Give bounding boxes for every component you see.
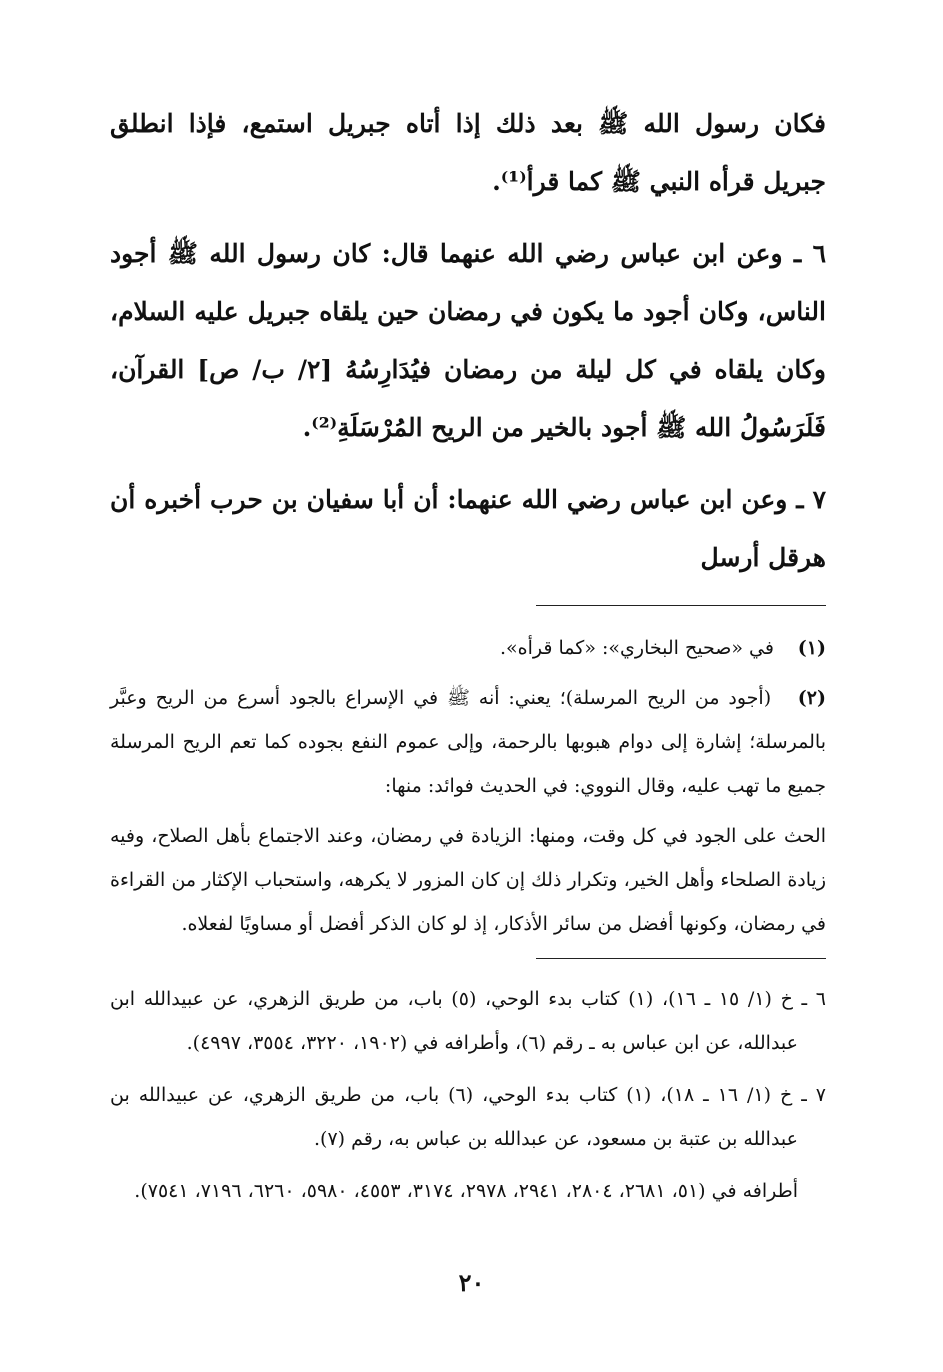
footnotes — [110, 626, 826, 946]
reference-7-continuation: أطرافه في (٥١، ٢٦٨١، ٢٨٠٤، ٢٩٤١، ٢٩٧٨، ٣١٧٤، ٤٥٥٣، ٥٩٨٠، ٦٢٦٠، ٧١٩٦، ٧٥٤١). — [134, 1180, 798, 1202]
reference-separator — [110, 958, 826, 959]
page — [110, 95, 826, 1221]
footnote-text: (أجود من الريح المرسلة)؛ يعني: أنه ﷺ في الإسراع بالجود أسرع من الريح وعبَّر بالمرسلة؛ إشارة إلى دوام هبوبها بالرحمة، وإلى عموم النفع بجوده كما تعم الريح المرسلة جميع ما تهب عليه، وقال النووي: في الحديث فوائد: منها: — [110, 687, 826, 797]
separator-line — [536, 605, 826, 606]
footnote-separator — [110, 605, 826, 606]
footnote-number: (١) — [797, 637, 826, 659]
footnote-number: (٢) — [797, 687, 826, 709]
separator-line — [536, 958, 826, 959]
main-paragraph: ٧ ـ وعن ابن عباس رضي الله عنهما: أن أبا سفيان بن حرب أخبره أن هرقل أرسل — [110, 485, 826, 572]
reference-6: ٦ ـ خ (١/ ١٥ ـ ١٦)، (١) كتاب بدء الوحي، (٥) باب، من طريق الزهري، عن عبيدالله ابن عبدالله، عن ابن عباس به ـ رقم (٦)، وأطرافه في (١٩٠٢، ٣٢٢٠، ٣٥٥٤، ٤٩٩٧). — [110, 988, 826, 1054]
main-paragraph: فكان رسول الله ﷺ بعد ذلك إذا أتاه جبريل استمع، فإذا انطلق جبريل قرأه النبي ﷺ كما قرأ⁽¹⁾. — [110, 109, 826, 196]
footnote-2 — [110, 676, 826, 808]
main-text — [110, 95, 826, 587]
footnote-2-continuation: الحث على الجود في كل وقت، ومنها: الزيادة في رمضان، وعند الاجتماع بأهل الصلاح، وفيه زيادة الصلحاء وأهل الخير، وتكرار ذلك إن كان المزور لا يكرهه، واستحباب الإكثار من القراءة في رمضان، وكونها أفضل من سائر الأذكار، إذ لو كان الذكر أفضل أو مساويًا لفعلاه. — [110, 825, 826, 935]
page-number: ٢٠ — [458, 1268, 485, 1297]
footnote-1 — [110, 626, 826, 670]
references — [110, 977, 826, 1213]
reference-7: ٧ ـ خ (١/ ١٦ ـ ١٨)، (١) كتاب بدء الوحي، (٦) باب، من طريق الزهري، عن عبيدالله بن عبدالله بن عتبة بن مسعود، عن عبدالله بن عباس به، رقم (٧). — [110, 1084, 826, 1150]
main-paragraph: ٦ ـ وعن ابن عباس رضي الله عنهما قال: كان رسول الله ﷺ أجود الناس، وكان أجود ما يكون في رمضان حين يلقاه جبريل عليه السلام، وكان يلقاه في كل ليلة من رمضان فيُدَارِسُهُ [٢/ ب/ ص] القرآن، فَلَرَسُولُ الله ﷺ أجود بالخير من الريح المُرْسَلَةِ⁽²⁾. — [110, 239, 827, 442]
footnote-text: في «صحيح البخاري»: «كما قرأه». — [500, 637, 774, 659]
